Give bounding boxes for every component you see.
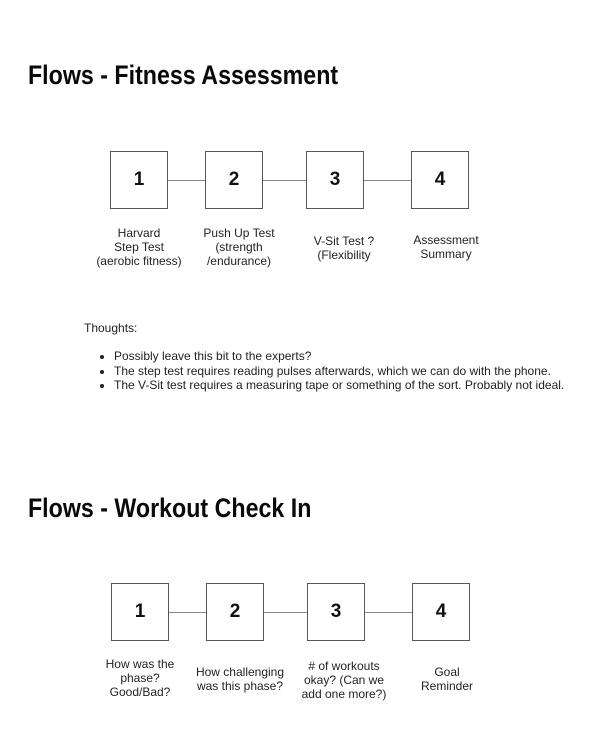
- step-box-1[interactable]: [110, 151, 168, 209]
- thoughts-list: [98, 349, 594, 393]
- connector-line: [264, 612, 307, 613]
- step-caption-4: Assessment Summary: [413, 233, 479, 261]
- step-number: 3: [329, 169, 341, 190]
- thought-item: • Possibly leave this bit to the experts?: [114, 349, 594, 364]
- step-number: 3: [330, 601, 342, 622]
- step-box-1[interactable]: [111, 583, 169, 641]
- step-number: 1: [134, 601, 146, 622]
- step-number: 4: [434, 169, 446, 190]
- step-caption-1: How was the phase? Good/Bad?: [105, 657, 175, 699]
- step-number: 4: [435, 601, 447, 622]
- step-caption-3: # of workouts okay? (Can we add one more?): [301, 659, 387, 701]
- connector-line: [169, 612, 206, 613]
- step-box-3[interactable]: [306, 151, 364, 209]
- step-caption-2: How challenging was this phase?: [195, 665, 285, 693]
- step-number: 1: [133, 169, 145, 190]
- thought-item: • The V-Sit test requires a measuring tape or something of the sort. Probably not ideal.: [114, 378, 594, 393]
- connector-line: [168, 180, 205, 181]
- step-number: 2: [228, 169, 240, 190]
- fitness-assessment-title: Flows - Fitness Assessment: [28, 60, 339, 90]
- step-box-3[interactable]: [307, 583, 365, 641]
- step-caption-2: Push Up Test (strength /endurance): [203, 226, 275, 268]
- step-box-2[interactable]: [206, 583, 264, 641]
- thoughts-label: Thoughts:: [84, 321, 138, 335]
- step-caption-3: V-Sit Test ? (Flexibility: [313, 234, 375, 262]
- thought-item: • The step test requires reading pulses afterwards, which we can do with the phone.: [114, 364, 594, 379]
- step-number: 2: [229, 601, 241, 622]
- connector-line: [365, 612, 412, 613]
- step-box-4[interactable]: [411, 151, 469, 209]
- workout-check-in-title: Flows - Workout Check In: [28, 493, 312, 523]
- step-caption-1: Harvard Step Test (aerobic fitness): [96, 226, 182, 268]
- connector-line: [263, 180, 306, 181]
- step-caption-4: Goal Reminder: [420, 665, 474, 693]
- step-box-4[interactable]: [412, 583, 470, 641]
- connector-line: [364, 180, 411, 181]
- step-box-2[interactable]: [205, 151, 263, 209]
